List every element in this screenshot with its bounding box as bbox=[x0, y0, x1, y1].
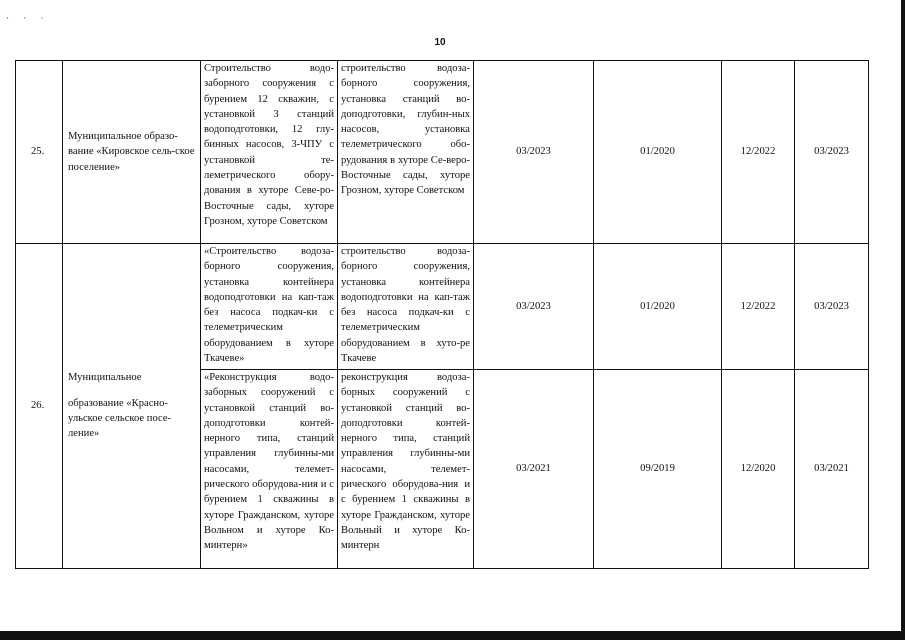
project-table bbox=[15, 60, 869, 569]
date-cell: 12/2020 bbox=[722, 370, 795, 569]
object-description-cell bbox=[338, 61, 474, 244]
object-description-cell bbox=[338, 244, 474, 370]
date-cell: 03/2023 bbox=[795, 244, 869, 370]
date-cell: 01/2020 bbox=[594, 61, 722, 244]
date-cell: 12/2022 bbox=[722, 244, 795, 370]
municipality-cell bbox=[63, 61, 201, 244]
row-number: 26. bbox=[16, 244, 63, 569]
table-row bbox=[16, 61, 869, 244]
date-cell: 03/2021 bbox=[795, 370, 869, 569]
project-name: «Строительство водоза-борного сооружения, установка контейнера водоподготовки на кап-таж без насоса подкач-ки с телеметрическим оборудованием в хуторе Ткачеве» bbox=[204, 246, 334, 365]
project-name: Строительство водо-заборного сооружения с бурением 12 скважин, с установкой 3 станций водоподготовки, 12 глу-бинных насосов, 3-ЧПУ с установкой те-леметрического обору-дования в хуторе Севе-ро-Восточные сады, хуторе Грозном, хуторе Советском bbox=[204, 63, 334, 227]
row-number: 25. bbox=[16, 61, 63, 244]
page-number: 10 bbox=[434, 37, 446, 48]
municipality-name: Муниципальное образо-вание «Кировское сель-ское поселение» bbox=[68, 131, 195, 173]
scan-border-right bbox=[901, 0, 905, 640]
date-cell: 12/2022 bbox=[722, 61, 795, 244]
municipality-name: Муниципальное bbox=[68, 372, 142, 384]
date-cell: 09/2019 bbox=[594, 370, 722, 569]
project-name-cell bbox=[201, 244, 338, 370]
object-description: строительство водоза-борного сооружения, установка контейнера водоподготовки на кап-таж без насоса подкач-ки с телеметрическим оборудованием в хуто-ре Ткачеве bbox=[341, 246, 470, 365]
date-cell: 01/2020 bbox=[594, 244, 722, 370]
scan-border-bottom bbox=[0, 631, 905, 640]
date-cell: 03/2023 bbox=[474, 244, 594, 370]
municipality-cell bbox=[63, 244, 201, 569]
object-description: реконструкция водоза-борных сооружений с установкой станций во-доподготовки контей-нерного типа, станций управления глубинны-ми насосами, телемет-рического оборудова-ния и с бурением 1 скважины в хуторе Гражданском, хуторе Вольный и хуторе Ко-минтерн bbox=[341, 372, 470, 552]
object-description: строительство водоза-борного сооружения, установка станций во-доподготовки, глубин-ных насосов, установка телеметрического обо-рудования в хуторе Се-веро-Восточные сады, хуторе Грозном, хуторе Советском bbox=[341, 63, 470, 197]
project-name: «Реконструкция водо-заборных сооружений с установкой станций во-доподготовки контей-нерного типа, станций управления глубинны-ми насосами, телемет-рического оборудова-ния и с бурением 1 скважины в хуторе Гражданском, хуторе Вольном и хуторе Ко-минтерн» bbox=[204, 372, 334, 552]
object-description-cell bbox=[338, 370, 474, 569]
date-cell: 03/2023 bbox=[795, 61, 869, 244]
project-name-cell bbox=[201, 370, 338, 569]
date-cell: 03/2023 bbox=[474, 61, 594, 244]
date-cell: 03/2021 bbox=[474, 370, 594, 569]
scan-specks: · · · bbox=[6, 13, 50, 23]
project-name-cell bbox=[201, 61, 338, 244]
municipality-name: образование «Красно-ульское сельское посе-ление» bbox=[68, 397, 172, 440]
table-row bbox=[16, 244, 869, 370]
